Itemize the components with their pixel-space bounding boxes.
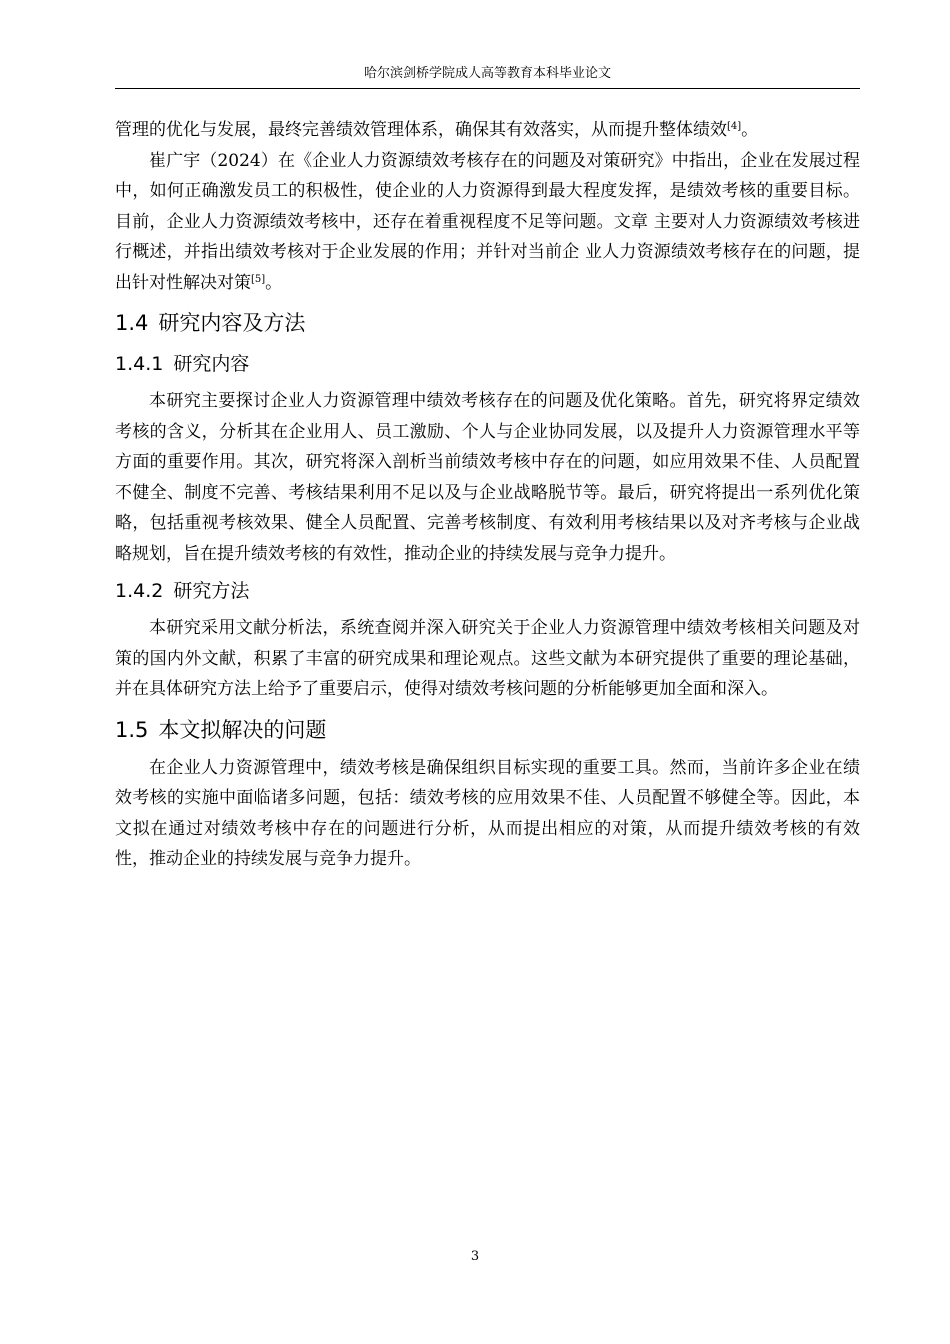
paragraph-literature [115,146,860,299]
section-number: 1.4 [115,311,149,335]
header-rule [115,88,860,89]
paragraph-problems: 在企业人力资源管理中，绩效考核是确保组织目标实现的重要工具。然而，当前许多企业在绩效考核的实施中面临诸多问题，包括：绩效考核的应用效果不佳、人员配置不够健全等。因此，本文拟在通过对绩效考核中存在的问题进行分析，从而提出相应的对策，从而提升绩效考核的有效性，推动企业的持续发展与竞争力提升。 [115,757,860,869]
paragraph-text: 管理的优化与发展，最终完善绩效管理体系，确保其有效落实，从而提升整体绩效 [115,120,727,140]
section-number: 1.5 [115,717,149,742]
paragraph-continued [115,115,860,146]
subsection-title: 研究方法 [173,580,250,602]
section-heading-1-4 [115,304,860,342]
subsection-number: 1.4.2 [115,580,164,602]
subsection-number: 1.4.1 [115,353,164,375]
subsection-heading-1-4-2 [115,573,860,609]
paragraph-research-content: 本研究主要探讨企业人力资源管理中绩效考核存在的问题及优化策略。首先，研究将界定绩效考核的含义，分析其在企业用人、员工激励、个人与企业协同发展，以及提升人力资源管理水平等方面的重要作用。其次，研究将深入剖析当前绩效考核中存在的问题，如应用效果不佳、人员配置不健全、制度不完善、考核结果利用不足以及与企业战略脱节等。最后，研究将提出一系列优化策略，包括重视考核效果、健全人员配置、完善考核制度、有效利用考核结果以及对齐考核与企业战略规划，旨在提升绩效考核的有效性，推动企业的持续发展与竞争力提升。 [115,391,860,564]
paragraph-text: 崔广宇（2024）在《企业人力资源绩效考核存在的问题及对策研究》中指出，企业在发展过程中，如何正确激发员工的积极性，使企业的人力资源得到最大程度发挥，是绩效考核的重要目标。 目前，企业人力资源绩效考核中，还存在着重视程度不足等问题。文章 主要对人力资源绩效考核进行概述，并指出绩效考核对于企业发展的作用；并针对当前企 业人力资源绩效考核存在的问题，提出针对性解决对策 [115,150,860,293]
running-header: 哈尔滨剑桥学院成人高等教育本科毕业论文 [363,66,611,81]
page-number: 3 [470,1249,480,1264]
subsection-title: 研究内容 [173,353,250,375]
citation-ref: [5] [251,273,266,285]
paragraph-end: 。 [265,272,283,293]
section-title: 本文拟解决的问题 [158,717,327,742]
paragraph-research-method: 本研究采用文献分析法，系统查阅并深入研究关于企业人力资源管理中绩效考核相关问题及对策的国内外文献，积累了丰富的研究成果和理论观点。这些文献为本研究提供了重要的理论基础，并在具体研究方法上给予了重要启示，使得对绩效考核问题的分析能够更加全面和深入。 [115,618,860,699]
subsection-heading-1-4-1 [115,346,860,382]
citation-ref: [4] [727,121,742,132]
paragraph-end: 。 [741,120,759,140]
page-body [115,115,860,875]
section-title: 研究内容及方法 [158,311,306,335]
section-heading-1-5 [115,711,860,749]
